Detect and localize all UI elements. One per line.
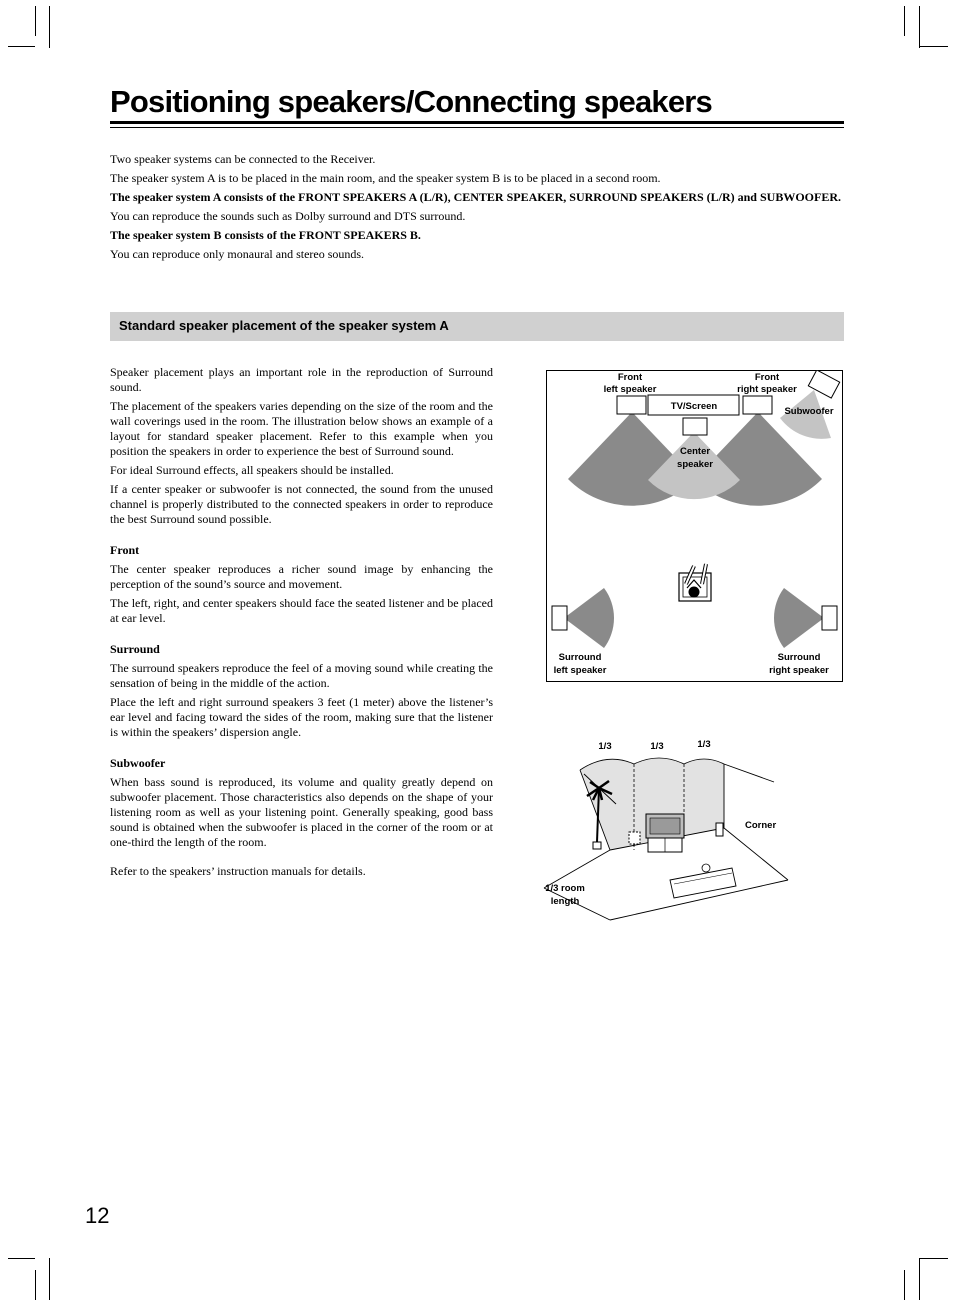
one-third-label: 1/3 [697, 739, 711, 750]
front-left-label: left speaker [603, 384, 657, 395]
intro-paragraph-bold: The speaker system A consists of the FRONT SPEAKERS A (L/R), CENTER SPEAKER, SURROUND SPEAKERS (L/R) and SUBWOOFER. [110, 190, 841, 204]
page-number: 12 [85, 1203, 110, 1228]
body-paragraph: The left, right, and center speakers should face the seated listener and be placed at ear level. [110, 596, 493, 625]
body-paragraph: If a center speaker or subwoofer is not connected, the sound from the unused channel is properly distributed to the connected speakers in order to reproduce the best Surround sound possible. [110, 482, 493, 526]
section-title: Standard speaker placement of the speaker system A [119, 318, 449, 333]
section-header [110, 312, 844, 341]
center-speaker-label: speaker [677, 459, 713, 470]
surround-heading: Surround [110, 642, 160, 656]
intro-paragraph: You can reproduce only monaural and stereo sounds. [110, 247, 365, 261]
corner-label: Corner [745, 820, 777, 831]
section-body [110, 365, 493, 883]
body-paragraph: When bass sound is reproduced, its volume and quality greatly depend on subwoofer placement. Those characteristics also depends on the shape of your listening room as well as your listening point. Generally speaking, good bass sound is obtained when the subwoofer is placed in the corner of the room or at one-third the length of the room. [110, 775, 493, 849]
front-right-speaker-icon [743, 396, 772, 414]
subwoofer-heading: Subwoofer [110, 756, 166, 770]
tv-screen-label: TV/Screen [670, 401, 718, 412]
note-paragraph: Refer to the speakers’ instruction manuals for details. [110, 864, 366, 878]
title-rule [110, 121, 844, 124]
front-heading: Front [110, 543, 140, 557]
intro-text [110, 152, 844, 266]
body-paragraph: Place the left and right surround speakers 3 feet (1 meter) above the listener’s ear level and facing toward the sides of the room, making sure that the listener is within the speakers’ dispersion angle. [110, 695, 493, 739]
corner-speaker-icon [716, 823, 723, 836]
surround-right-label: Surround [777, 652, 821, 663]
body-paragraph: For ideal Surround effects, all speakers should be installed. [110, 463, 394, 477]
surround-left-label: left speaker [553, 665, 607, 676]
intro-paragraph: The speaker system A is to be placed in the main room, and the speaker system B is to be placed in a second room. [110, 171, 661, 185]
front-left-label: Front [617, 372, 643, 383]
tv-icon [646, 814, 684, 852]
one-third-label: 1/3 [598, 741, 612, 752]
title-rule-thin [110, 127, 844, 128]
intro-paragraph-bold: The speaker system B consists of the FRONT SPEAKERS B. [110, 228, 421, 242]
room-length-label: length [550, 896, 580, 907]
subwoofer-icon [629, 832, 640, 844]
surround-left-label: Surround [558, 652, 602, 663]
speaker-layout-diagram [546, 370, 844, 684]
front-right-label: Front [754, 372, 780, 383]
surround-right-label: right speaker [769, 665, 829, 676]
front-right-label: right speaker [737, 384, 797, 395]
subwoofer-placement-diagram [540, 730, 790, 926]
body-paragraph: Speaker placement plays an important role in the reproduction of Surround sound. [110, 365, 493, 394]
sofa-icon [670, 864, 736, 898]
intro-paragraph: Two speaker systems can be connected to the Receiver. [110, 152, 376, 166]
body-paragraph: The placement of the speakers varies depending on the size of the room and the wall coverings used in the room. The illustration below shows an example of a layout for standard speaker placement. Refer to this example when you position the speakers in order to experience the best of Surround sound. [110, 399, 493, 458]
subwoofer-label: Subwoofer [784, 406, 834, 417]
body-paragraph: The surround speakers reproduce the feel of a moving sound while creating the sensation of being in the middle of the action. [110, 661, 493, 690]
intro-paragraph: You can reproduce the sounds such as Dolby surround and DTS surround. [110, 209, 466, 223]
surround-right-speaker-icon [822, 606, 837, 630]
center-speaker-icon [683, 418, 707, 435]
front-left-speaker-icon [617, 396, 646, 414]
surround-left-speaker-icon [552, 606, 567, 630]
body-paragraph: The center speaker reproduces a richer sound image by enhancing the perception of the sound’s source and movement. [110, 562, 493, 591]
center-speaker-label: Center [679, 446, 711, 457]
one-third-label: 1/3 [650, 741, 664, 752]
page-title: Positioning speakers/Connecting speakers [110, 84, 712, 119]
room-length-label: 1/3 room [545, 883, 585, 894]
